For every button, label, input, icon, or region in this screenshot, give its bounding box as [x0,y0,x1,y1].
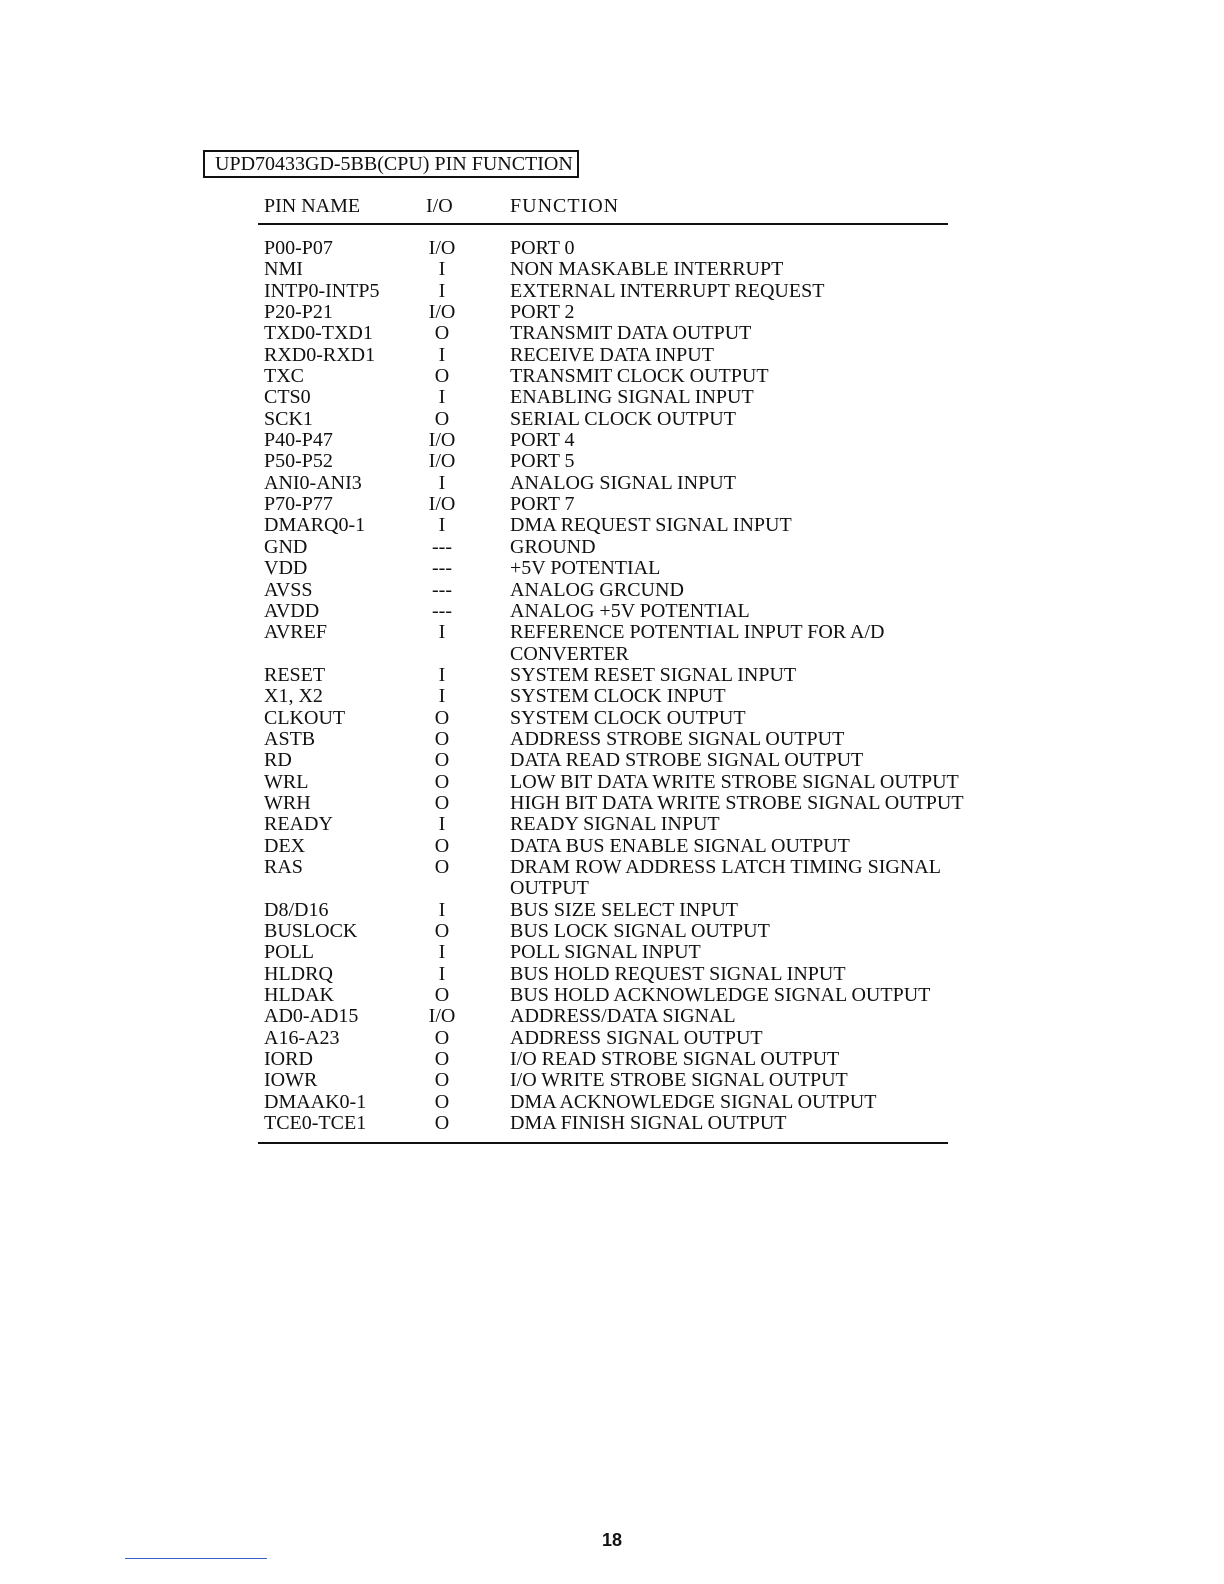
pin-name-cell: IOWR [264,1069,318,1092]
pin-name-cell: TXD0-TXD1 [264,322,373,345]
io-cell: I [438,343,446,366]
io-cell: I/O [428,429,456,452]
io-cell: O [434,984,450,1007]
pin-name-cell: P00-P07 [264,237,333,259]
io-cell: I [438,813,446,836]
function-cell: REFERENCE POTENTIAL INPUT FOR A/D CONVERTER [510,621,885,665]
pin-name-cell: AD0-AD15 [264,1005,359,1028]
io-cell: I [438,962,446,985]
function-cell: ANALOG SIGNAL INPUT [510,471,736,494]
io-cell: O [434,834,450,857]
function-cell: ADDRESS/DATA SIGNAL [510,1005,736,1028]
page-number: 18 [601,1530,623,1550]
table-row [258,708,948,729]
io-cell: O [434,365,450,388]
io-cell: I [438,621,446,644]
table-row [258,387,948,408]
io-cell: --- [432,557,452,580]
pin-name-cell: P20-P21 [264,301,333,324]
table-row [258,1113,948,1134]
table-row [258,985,948,1006]
pin-name-cell: D8/D16 [264,898,329,921]
table-row [258,1092,948,1113]
function-cell: I/O WRITE STROBE SIGNAL OUTPUT [510,1069,848,1092]
function-cell: DMA ACKNOWLEDGE SIGNAL OUTPUT [510,1090,877,1113]
pin-name-cell: NMI [264,258,303,281]
pin-name-cell: TCE0-TCE1 [264,1112,367,1135]
table-row [258,1028,948,1049]
function-cell: PORT 7 [510,493,575,516]
table-row [258,238,948,259]
function-cell: PORT 4 [510,429,575,452]
table-row [258,814,948,835]
io-cell: I/O [428,493,456,516]
table-row [258,750,948,771]
io-cell: O [434,407,450,430]
table-row [258,259,948,280]
io-cell: I [438,898,446,921]
pin-name-cell: DMARQ0-1 [264,514,366,537]
function-cell: SYSTEM CLOCK INPUT [510,685,726,708]
function-cell: HIGH BIT DATA WRITE STROBE SIGNAL OUTPUT [510,791,964,814]
table-row [258,1070,948,1091]
io-cell: O [434,322,450,345]
pin-function-table [258,192,964,1144]
io-cell: I [438,514,446,537]
table-row [258,729,948,750]
function-cell: RECEIVE DATA INPUT [510,343,714,366]
table-row [258,302,948,323]
table-row [258,537,948,558]
table-row [258,770,959,793]
header-io: I/O [426,195,453,217]
io-cell: --- [432,578,452,601]
io-cell: O [434,1069,450,1092]
io-cell: I/O [428,1005,456,1028]
function-cell: LOW BIT DATA WRITE STROBE SIGNAL OUTPUT [510,770,959,793]
function-cell: BUS HOLD ACKNOWLEDGE SIGNAL OUTPUT [510,984,931,1007]
function-cell: +5V POTENTIAL [510,557,661,580]
table-row [258,964,948,985]
table-row [258,281,948,302]
table-body [258,225,964,1144]
pin-name-cell: BUSLOCK [264,920,358,942]
pin-name-cell: P70-P77 [264,493,333,516]
io-cell: O [434,706,450,729]
table-row [258,473,948,494]
table-row [258,857,948,900]
pin-name-cell: INTP0-INTP5 [264,279,380,302]
io-cell: O [434,749,450,772]
io-cell: O [434,855,450,878]
function-cell: BUS HOLD REQUEST SIGNAL INPUT [510,962,846,985]
table-row [258,345,948,366]
table-row [258,430,948,451]
io-cell: I/O [428,450,456,473]
pin-name-cell: CTS0 [264,386,311,409]
io-cell: --- [432,599,452,622]
table-row [258,558,948,579]
table-row [258,409,948,430]
io-cell: I [438,663,446,686]
function-cell: EXTERNAL INTERRUPT REQUEST [510,279,825,302]
pin-name-cell: POLL [264,941,314,964]
table-header [258,192,948,225]
io-cell: I [438,258,446,281]
pin-name-cell: P40-P47 [264,429,333,452]
pin-name-cell: AVSS [264,578,313,601]
function-cell: DMA FINISH SIGNAL OUTPUT [510,1112,787,1135]
table-row [258,665,948,686]
io-cell: I [438,685,446,708]
pin-name-cell: RD [264,749,292,772]
function-cell: NON MASKABLE INTERRUPT [510,258,784,281]
function-cell: SERIAL CLOCK OUTPUT [510,407,736,430]
pin-name-cell: X1, X2 [264,685,323,708]
table-row [258,601,948,622]
io-cell: O [434,1090,450,1113]
function-cell: SYSTEM RESET SIGNAL INPUT [510,663,797,686]
table-row [258,366,948,387]
pin-name-cell: SCK1 [264,407,313,430]
pin-name-cell: RAS [264,855,303,878]
function-cell: BUS LOCK SIGNAL OUTPUT [510,920,770,942]
io-cell: O [434,1026,450,1049]
io-cell: --- [432,535,452,558]
io-cell: O [434,770,450,793]
footer-divider [125,1558,267,1559]
pin-name-cell: DEX [264,834,306,857]
io-cell: O [434,1048,450,1071]
io-cell: I [438,941,446,964]
pin-name-cell: IORD [264,1048,313,1071]
table-row [258,1006,948,1027]
pin-name-cell: ANI0-ANI3 [264,471,362,494]
table-row [258,836,948,857]
function-cell: DRAM ROW ADDRESS LATCH TIMING SIGNAL OUTPUT [510,855,941,900]
table-row [258,323,948,344]
table-row [258,791,964,814]
io-cell: I [438,471,446,494]
pin-name-cell: WRL [264,770,309,793]
io-cell: O [434,920,450,942]
io-cell: I/O [428,237,456,259]
table-row [258,515,948,536]
function-cell: DATA BUS ENABLE SIGNAL OUTPUT [510,834,850,857]
function-cell: DMA REQUEST SIGNAL INPUT [510,514,792,537]
pin-name-cell: AVREF [264,621,327,644]
header-function: FUNCTION [510,195,620,217]
io-cell: I/O [428,301,456,324]
function-cell: TRANSMIT DATA OUTPUT [510,322,752,345]
header-pin-name: PIN NAME [264,195,361,217]
table-row [258,921,948,942]
function-cell: GROUND [510,535,596,558]
io-cell: O [434,1112,450,1135]
table-row [258,494,948,515]
function-cell: READY SIGNAL INPUT [510,813,720,836]
table-row [258,900,948,921]
pin-name-cell: READY [264,813,333,836]
io-cell: O [434,727,450,750]
function-cell: DATA READ STROBE SIGNAL OUTPUT [510,749,864,772]
function-cell: ENABLING SIGNAL INPUT [510,386,754,409]
function-cell: POLL SIGNAL INPUT [510,941,701,964]
function-cell: ANALOG GRCUND [510,578,684,601]
pin-name-cell: VDD [264,557,308,580]
function-cell: TRANSMIT CLOCK OUTPUT [510,365,769,388]
table-row [258,686,948,707]
table-row [258,622,948,665]
pin-name-cell: DMAAK0-1 [264,1090,367,1113]
table-row [258,451,948,472]
document-title: UPD70433GD-5BB(CPU) PIN FUNCTION [203,150,579,178]
pin-name-cell: WRH [264,791,311,814]
function-cell: PORT 5 [510,450,575,473]
pin-name-cell: HLDAK [264,984,334,1007]
pin-name-cell: P50-P52 [264,450,333,473]
table-row [258,1049,948,1070]
function-cell: BUS SIZE SELECT INPUT [510,898,738,921]
function-cell: I/O READ STROBE SIGNAL OUTPUT [510,1048,840,1071]
pin-name-cell: RXD0-RXD1 [264,343,376,366]
io-cell: O [434,791,450,814]
io-cell: I [438,279,446,302]
function-cell: SYSTEM CLOCK OUTPUT [510,706,746,729]
pin-name-cell: A16-A23 [264,1026,340,1049]
pin-name-cell: RESET [264,663,326,686]
function-cell: ANALOG +5V POTENTIAL [510,599,750,622]
pin-name-cell: HLDRQ [264,962,333,985]
function-cell: ADDRESS STROBE SIGNAL OUTPUT [510,727,845,750]
function-cell: ADDRESS SIGNAL OUTPUT [510,1026,763,1049]
function-cell: PORT 2 [510,301,575,324]
pin-name-cell: ASTB [264,727,316,750]
pin-name-cell: TXC [264,365,304,388]
pin-name-cell: CLKOUT [264,706,346,729]
function-cell: PORT 0 [510,237,575,259]
table-row [258,942,948,963]
pin-name-cell: GND [264,535,308,558]
table-row [258,580,948,601]
io-cell: I [438,386,446,409]
pin-name-cell: AVDD [264,599,320,622]
